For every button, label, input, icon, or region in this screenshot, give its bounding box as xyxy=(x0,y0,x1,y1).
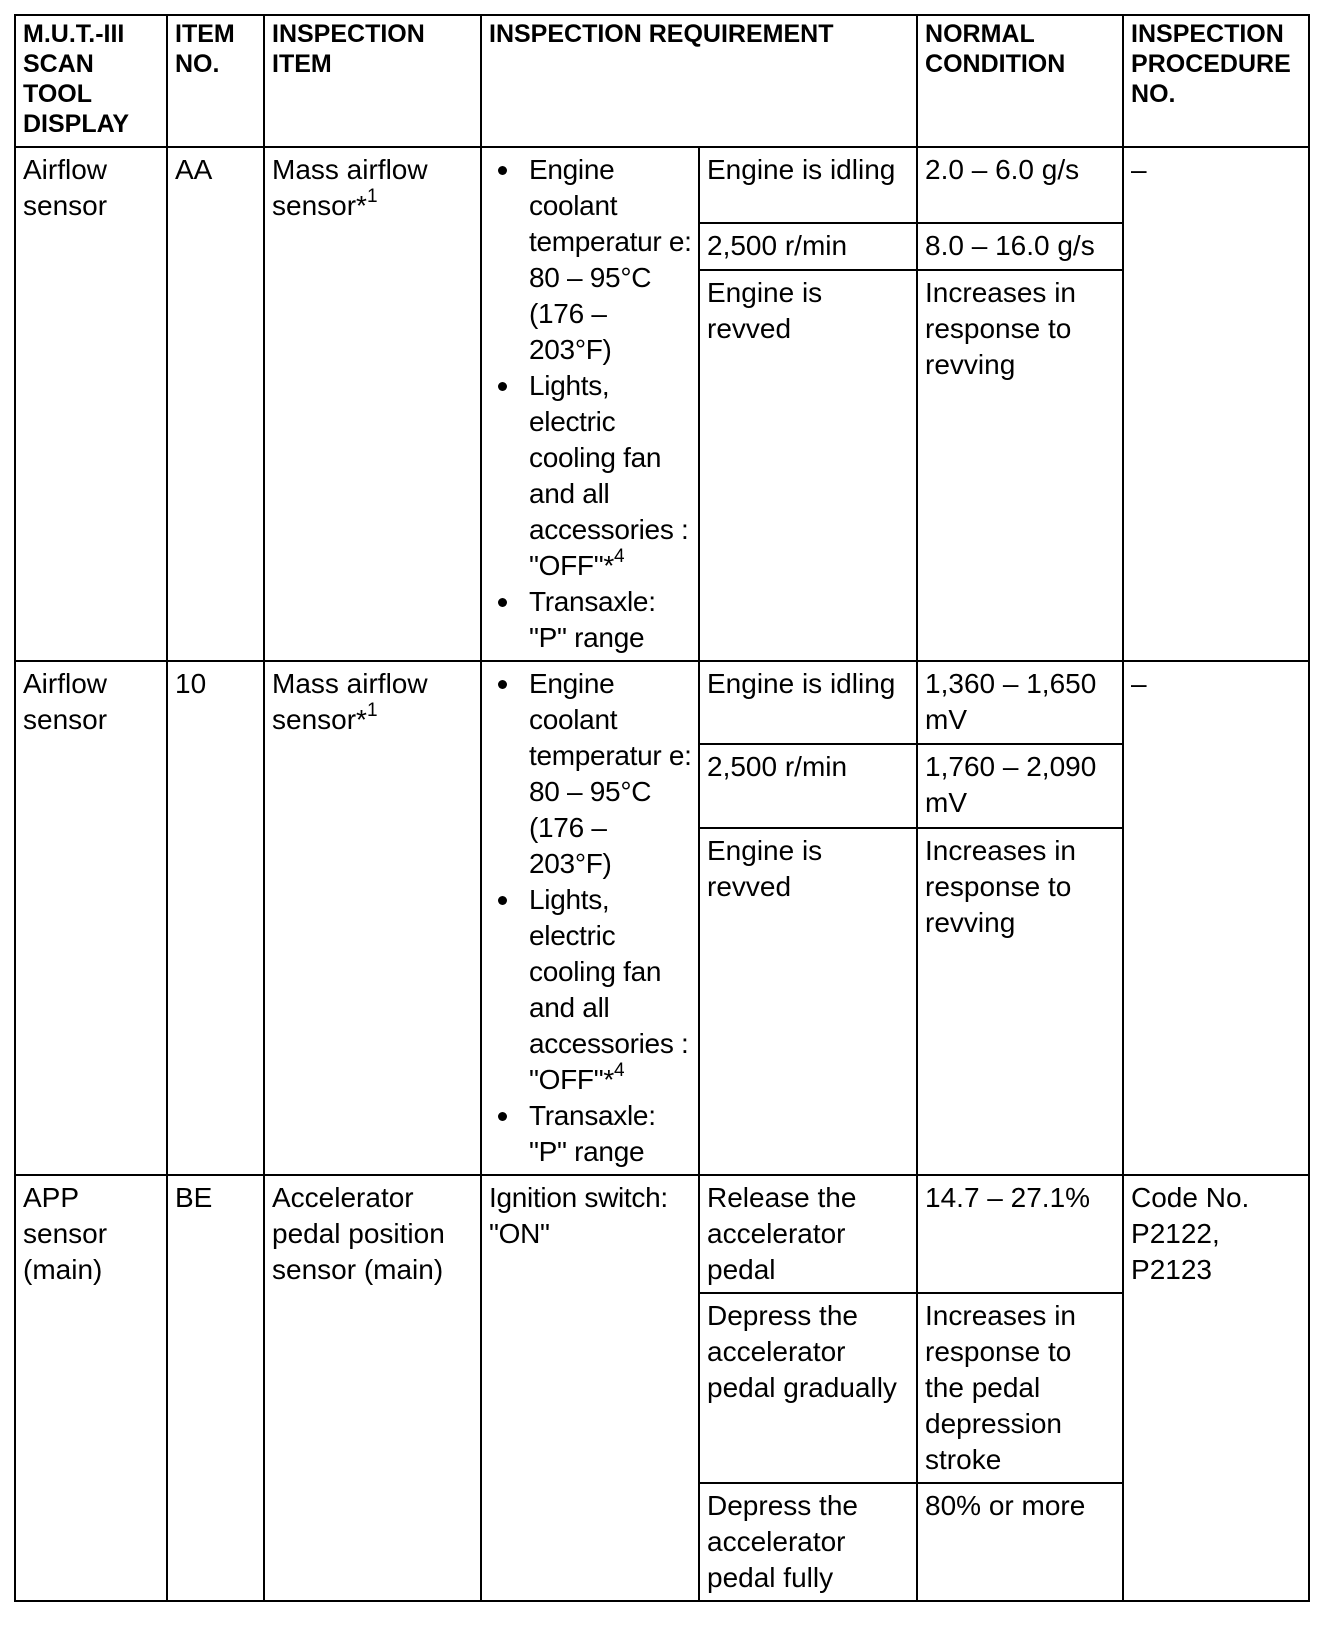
footnote-marker: 1 xyxy=(366,186,378,207)
condition-state-cell: Release the accelerator pedal xyxy=(699,1175,917,1293)
requirement-list xyxy=(489,666,694,1170)
condition-state-cell: Engine is revved xyxy=(699,270,917,661)
normal-condition-cell: 8.0 – 16.0 g/s xyxy=(917,223,1123,270)
item-no-cell: 10 xyxy=(167,661,264,1175)
header-row xyxy=(15,15,1309,147)
inspection-requirement-cell xyxy=(481,661,699,1175)
footnote-marker: 1 xyxy=(366,700,378,721)
condition-state-cell: 2,500 r/min xyxy=(699,223,917,270)
condition-state-cell: Engine is revved xyxy=(699,828,917,1175)
requirement-text: Transaxle: "P" range xyxy=(529,586,656,653)
normal-condition-cell: 80% or more xyxy=(917,1483,1123,1601)
table-row xyxy=(15,1175,1309,1293)
condition-state-cell: Depress the accelerator pedal fully xyxy=(699,1483,917,1601)
inspection-procedure-cell: – xyxy=(1123,147,1309,661)
header-inspection-procedure-no: INSPECTION PROCEDURE NO. xyxy=(1123,15,1309,147)
list-item xyxy=(489,584,694,656)
inspection-item-cell: Accelerator pedal position sensor (main) xyxy=(264,1175,481,1601)
condition-state-cell: Engine is idling xyxy=(699,661,917,744)
requirement-text: Transaxle: "P" range xyxy=(529,1100,656,1167)
table-row xyxy=(15,147,1309,223)
normal-condition-cell: 1,360 – 1,650 mV xyxy=(917,661,1123,744)
footnote-marker: 4 xyxy=(613,1060,625,1081)
header-inspection-item: INSPECTION ITEM xyxy=(264,15,481,147)
inspection-item-cell xyxy=(264,661,481,1175)
list-item xyxy=(489,882,694,1098)
header-scan-tool-display: M.U.T.-III SCAN TOOL DISPLAY xyxy=(15,15,167,147)
inspection-requirement-cell: Ignition switch: "ON" xyxy=(481,1175,699,1601)
condition-state-cell: Engine is idling xyxy=(699,147,917,223)
inspection-procedure-cell: Code No. P2122, P2123 xyxy=(1123,1175,1309,1601)
header-item-no: ITEM NO. xyxy=(167,15,264,147)
normal-condition-cell: 2.0 – 6.0 g/s xyxy=(917,147,1123,223)
scan-tool-display-cell: Airflow sensor xyxy=(15,661,167,1175)
normal-condition-cell: Increases in response to revving xyxy=(917,270,1123,661)
inspection-item-cell xyxy=(264,147,481,661)
list-item xyxy=(489,666,694,882)
requirement-text: Lights, electric cooling fan and all accessories : "OFF"* xyxy=(529,884,689,1095)
item-no-cell: BE xyxy=(167,1175,264,1601)
requirement-list xyxy=(489,152,694,656)
condition-state-cell: Depress the accelerator pedal gradually xyxy=(699,1293,917,1483)
table-row xyxy=(15,661,1309,744)
scan-tool-display-cell: APP sensor (main) xyxy=(15,1175,167,1601)
item-no-cell: AA xyxy=(167,147,264,661)
requirement-text: Lights, electric cooling fan and all accessories : "OFF"* xyxy=(529,370,689,581)
inspection-table xyxy=(14,14,1310,1602)
inspection-item-text: Mass airflow sensor* xyxy=(272,668,428,735)
footnote-marker: 4 xyxy=(613,546,625,567)
condition-state-cell: 2,500 r/min xyxy=(699,744,917,827)
inspection-procedure-cell: – xyxy=(1123,661,1309,1175)
list-item xyxy=(489,152,694,368)
scan-tool-display-cell: Airflow sensor xyxy=(15,147,167,661)
normal-condition-cell: 1,760 – 2,090 mV xyxy=(917,744,1123,827)
normal-condition-cell: Increases in response to the pedal depression stroke xyxy=(917,1293,1123,1483)
requirement-text: Engine coolant temperatur e: 80 – 95°C (176 – 203°F) xyxy=(529,668,692,879)
list-item xyxy=(489,1098,694,1170)
normal-condition-cell: 14.7 – 27.1% xyxy=(917,1175,1123,1293)
requirement-text: Engine coolant temperatur e: 80 – 95°C (176 – 203°F) xyxy=(529,154,692,365)
inspection-item-text: Mass airflow sensor* xyxy=(272,154,428,221)
header-normal-condition: NORMAL CONDITION xyxy=(917,15,1123,147)
list-item xyxy=(489,368,694,584)
normal-condition-cell: Increases in response to revving xyxy=(917,828,1123,1175)
header-inspection-requirement: INSPECTION REQUIREMENT xyxy=(481,15,917,147)
inspection-requirement-cell xyxy=(481,147,699,661)
